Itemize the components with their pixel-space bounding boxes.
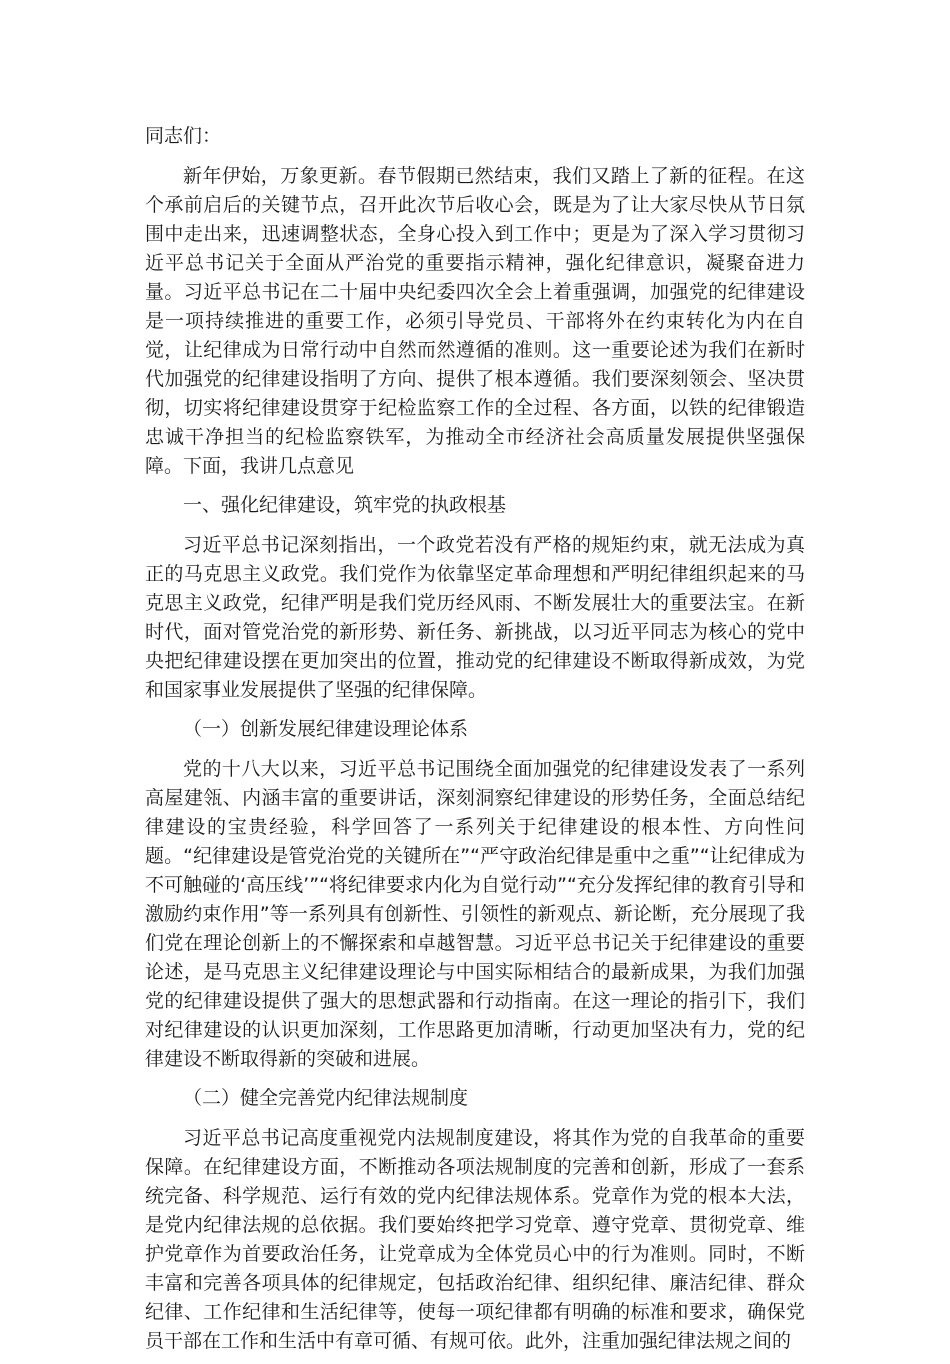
subsection-2-paragraph: 习近平总书记高度重视党内法规制度建设，将其作为党的自我革命的重要保障。在纪律建设方面，不断推动各项法规制度的完善和创新，形成了一套系统完备、科学规范、运行有效的党内纪律法规体系。党章作为党的根本大法，是党内纪律法规的总依据。我们要始终把学习党章、遵守党章、贯彻党章、维护党章作为首要政治任务，让党章成为全体党员心中的行为准则。同时，不断丰富和完善各项具体的纪律规定，包括政治纪律、组织纪律、廉洁纪律、群众纪律、工作纪律和生活纪律等，使每一项纪律都有明确的标准和要求，确保党员干部在工作和生活中有章可循、有规可依。此外，注重加强纪律法规之间的 [145, 1127, 805, 1352]
subsection-heading-1: （一）创新发展纪律建设理论体系 [183, 718, 469, 740]
intro-paragraph: 新年伊始，万象更新。春节假期已然结束，我们又踏上了新的征程。在这个承前启后的关键节点，召开此次节后收心会，既是为了让大家尽快从节日氛围中走出来，迅速调整状态，全身心投入到工作中；更是为了深入学习贯彻习近平总书记关于全面从严治党的重要指示精神，强化纪律意识，凝聚奋进力量。习近平总书记在二十届中央纪委四次全会上着重强调，加强党的纪律建设是一项持续推进的重要工作，必须引导党员、干部将外在约束转化为内在自觉，让纪律成为日常行动中自然而然遵循的准则。这一重要论述为我们在新时代加强党的纪律建设指明了方向、提供了根本遵循。我们要深刻领会、坚决贯彻，切实将纪律建设贯穿于纪检监察工作的全过程、各方面，以铁的纪律锻造忠诚干净担当的纪检监察铁军，为推动全市经济社会高质量发展提供坚强保障。下面，我讲几点意见 [145, 165, 805, 477]
subsection-1-paragraph: 党的十八大以来，习近平总书记围绕全面加强党的纪律建设发表了一系列高屋建瓴、内涵丰富的重要讲话，深刻洞察纪律建设的形势任务，全面总结纪律建设的宝贵经验，科学回答了一系列关于纪律建设的根本性、方向性问题。“纪律建设是管党治党的关键所在”“严守政治纪律是重中之重”“让纪律成为不可触碰的‘高压线’”“将纪律要求内化为自觉行动”“充分发挥纪律的教育引导和激励约束作用”等一系列具有创新性、引领性的新观点、新论断，充分展现了我们党在理论创新上的不懈探索和卓越智慧。习近平总书记关于纪律建设的重要论述，是马克思主义纪律建设理论与中国实际相结合的最新成果，为我们加强党的纪律建设提供了强大的思想武器和行动指南。在这一理论的指引下，我们对纪律建设的认识更加深刻，工作思路更加清晰，行动更加坚决有力，党的纪律建设不断取得新的突破和进展。 [145, 758, 805, 1070]
salutation: 同志们： [145, 125, 222, 147]
document-page [145, 120, 805, 1364]
section-heading-1: 一、强化纪律建设，筑牢党的执政根基 [183, 494, 507, 516]
subsection-heading-2: （二）健全完善党内纪律法规制度 [183, 1087, 469, 1109]
section-1-paragraph: 习近平总书记深刻指出，一个政党若没有严格的规矩约束，就无法成为真正的马克思主义政党。我们党作为依靠坚定革命理想和严明纪律组织起来的马克思主义政党，纪律严明是我们党历经风雨、不断发展壮大的重要法宝。在新时代，面对管党治党的新形势、新任务、新挑战，以习近平同志为核心的党中央把纪律建设摆在更加突出的位置，推动党的纪律建设不断取得新成效，为党和国家事业发展提供了坚强的纪律保障。 [145, 534, 805, 701]
